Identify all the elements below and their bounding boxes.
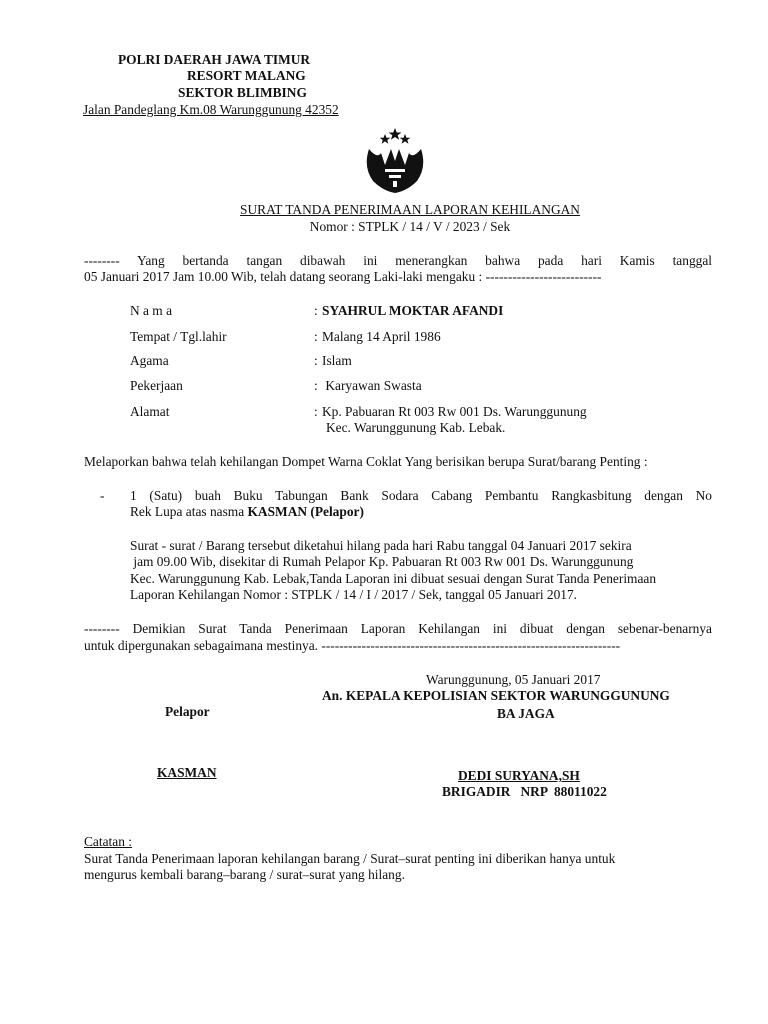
reporter-label: Pelapor [165, 704, 210, 719]
item-bullet: - [100, 488, 105, 503]
alamat-label: Alamat [130, 404, 170, 419]
header-address: Jalan Pandeglang Km.08 Warunggunung 42352 [83, 102, 339, 117]
document-title: SURAT TANDA PENERIMAAN LAPORAN KEHILANGAN [240, 202, 580, 217]
notes-line-2: mengurus kembali barang–barang / surat–surat yang hilang. [84, 867, 405, 882]
alamat-value-line-1: Kp. Pabuaran Rt 003 Rw 001 Ds. Warunggunung [322, 404, 587, 419]
notes-label: Catatan : [84, 834, 132, 849]
notes-line-1: Surat Tanda Penerimaan laporan kehilangan barang / Surat–surat penting ini diberikan hanya untuk [84, 851, 616, 866]
officer-name: DEDI SURYANA,SH [458, 768, 580, 783]
agama-label: Agama [130, 353, 169, 368]
detail-line-4: Laporan Kehilangan Nomor : STPLK / 14 / I / 2017 / Sek, tanggal 05 Januari 2017. [130, 587, 578, 602]
document-number: Nomor : STPLK / 14 / V / 2023 / Sek [309, 219, 511, 234]
alamat-colon: : [314, 404, 318, 419]
pekerjaan-label: Pekerjaan [130, 378, 183, 393]
ttl-value: Malang 14 April 1986 [322, 329, 441, 344]
header-line-1: POLRI DAERAH JAWA TIMUR [118, 52, 311, 67]
item-line-2 [130, 503, 364, 520]
ttl-colon: : [314, 329, 318, 344]
ttl-label: Tempat / Tgl.lahir [130, 329, 227, 344]
reporter-name: KASMAN [157, 765, 217, 780]
place-date: Warunggunung, 05 Januari 2017 [426, 672, 601, 687]
pekerjaan-colon: : [314, 378, 318, 393]
intro-line-2: 05 Januari 2017 Jam 10.00 Wib, telah datang seorang Laki-laki mengaku : -------------------------- [84, 269, 602, 284]
header-line-3: SEKTOR BLIMBING [178, 85, 307, 100]
agama-colon: : [314, 353, 318, 368]
nama-label: N a m a [130, 303, 173, 318]
item-line-1: 1 (Satu) buah Buku Tabungan Bank Sodara Cabang Pembantu Rangkasbitung dengan No [130, 488, 712, 503]
closing-line-2: untuk dipergunakan sebagaimana mestinya. ------------------------------------------------------------------- [84, 638, 621, 653]
report-intro: Melaporkan bahwa telah kehilangan Dompet Warna Coklat Yang berisikan berupa Surat/barang Penting : [84, 454, 648, 469]
police-emblem-icon [355, 125, 435, 195]
item-reporter-bold: KASMAN (Pelapor) [247, 504, 364, 519]
detail-line-1: Surat - surat / Barang tersebut diketahui hilang pada hari Rabu tanggal 04 Januari 2017 sekira [130, 538, 632, 553]
authority-line-2: BA JAGA [497, 706, 555, 721]
header-line-2: RESORT MALANG [187, 68, 306, 83]
item-line-2-prefix: Rek Lupa atas nasma [130, 504, 245, 519]
authority-line-1: An. KEPALA KEPOLISIAN SEKTOR WARUNGGUNUNG [322, 688, 670, 703]
detail-line-2: jam 09.00 Wib, disekitar di Rumah Pelapor Kp. Pabuaran Rt 003 Rw 001 Ds. Warunggunung [130, 554, 634, 569]
officer-rank: BRIGADIR NRP 88011022 [442, 784, 607, 799]
closing-line-1: -------- Demikian Surat Tanda Penerimaan Laporan Kehilangan ini dibuat dengan sebenar-benarnya [84, 621, 712, 636]
alamat-value-line-2: Kec. Warunggunung Kab. Lebak. [326, 420, 506, 435]
agama-value: Islam [322, 353, 352, 368]
nama-colon: : [314, 303, 318, 318]
nama-value: SYAHRUL MOKTAR AFANDI [322, 303, 504, 318]
pekerjaan-value: Karyawan Swasta [322, 378, 422, 393]
intro-line-1: -------- Yang bertanda tangan dibawah ini menerangkan bahwa pada hari Kamis tanggal [84, 253, 712, 268]
detail-line-3: Kec. Warunggunung Kab. Lebak,Tanda Laporan ini dibuat sesuai dengan Surat Tanda Penerimaan [130, 571, 657, 586]
